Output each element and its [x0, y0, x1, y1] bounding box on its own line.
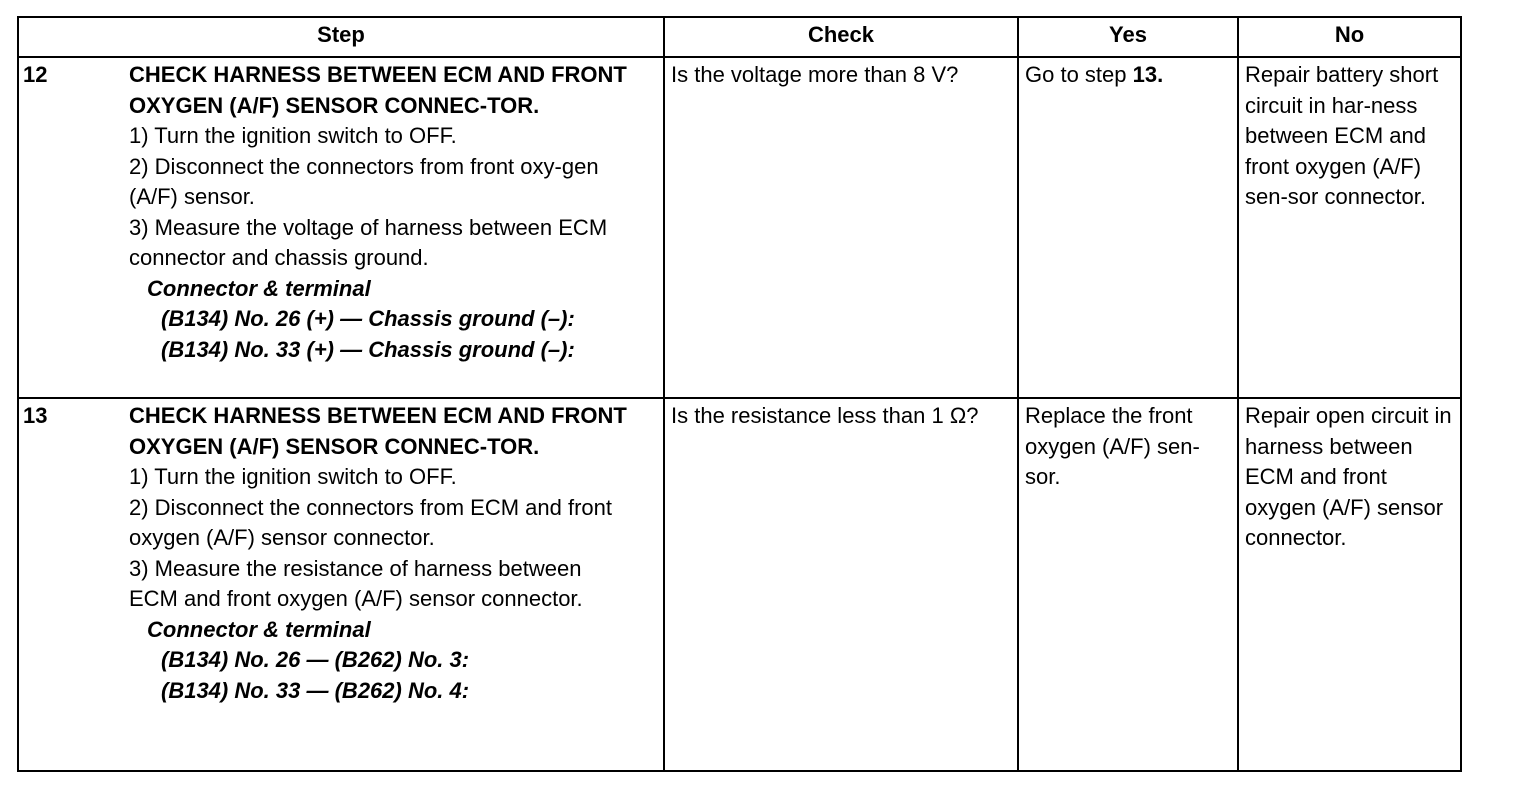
header-check: Check	[664, 17, 1018, 57]
check-cell: Is the resistance less than 1 Ω?	[664, 398, 1018, 771]
yes-cell	[1018, 57, 1238, 398]
yes-step-ref: 13.	[1132, 62, 1164, 87]
step-body	[129, 60, 634, 365]
terminal-spec: (B134) No. 26 — (B262) No. 3:	[161, 647, 470, 672]
step-instruction: 1) Turn the ignition switch to OFF.	[129, 464, 457, 489]
step-number: 12	[23, 62, 48, 87]
step-instruction: 3) Measure the voltage of harness between ECM connector and chassis ground.	[129, 214, 608, 270]
header-row	[18, 17, 1461, 57]
header-yes: Yes	[1018, 17, 1238, 57]
yes-text: Go to step	[1025, 62, 1133, 87]
terminal-spec: (B134) No. 33 (+) — Chassis ground (–):	[161, 336, 575, 362]
no-cell: Repair open circuit in harness between ECM and front oxygen (A/F) sensor connector.	[1238, 398, 1461, 771]
header-step: Step	[18, 17, 664, 57]
connector-label: Connector & terminal	[147, 275, 371, 301]
connector-label: Connector & terminal	[147, 616, 371, 642]
header-no: No	[1238, 17, 1461, 57]
diagnostic-table	[17, 16, 1462, 772]
step-title: CHECK HARNESS BETWEEN ECM AND FRONT OXYGEN (A/F) SENSOR CONNEC-TOR.	[129, 403, 627, 459]
step-instruction: 2) Disconnect the connectors from front oxy-gen (A/F) sensor.	[129, 153, 599, 209]
step-instruction: 1) Turn the ignition switch to OFF.	[129, 123, 457, 148]
step-title: CHECK HARNESS BETWEEN ECM AND FRONT OXYGEN (A/F) SENSOR CONNEC-TOR.	[129, 62, 627, 118]
table-row	[18, 398, 1461, 771]
check-cell: Is the voltage more than 8 V?	[664, 57, 1018, 398]
yes-cell: Replace the front oxygen (A/F) sen-sor.	[1018, 398, 1238, 771]
step-cell	[18, 57, 664, 398]
step-instruction: 3) Measure the resistance of harness between ECM and front oxygen (A/F) sensor connector.	[129, 555, 583, 611]
step-body	[129, 401, 634, 706]
step-instruction: 2) Disconnect the connectors from ECM and front oxygen (A/F) sensor connector.	[129, 494, 612, 550]
table-row	[18, 57, 1461, 398]
terminal-spec: (B134) No. 26 (+) — Chassis ground (–):	[161, 306, 575, 331]
step-cell	[18, 398, 664, 771]
no-cell: Repair battery short circuit in har-ness between ECM and front oxygen (A/F) sen-sor connector.	[1238, 57, 1461, 398]
step-number: 13	[23, 403, 48, 428]
terminal-spec: (B134) No. 33 — (B262) No. 4:	[161, 677, 470, 703]
